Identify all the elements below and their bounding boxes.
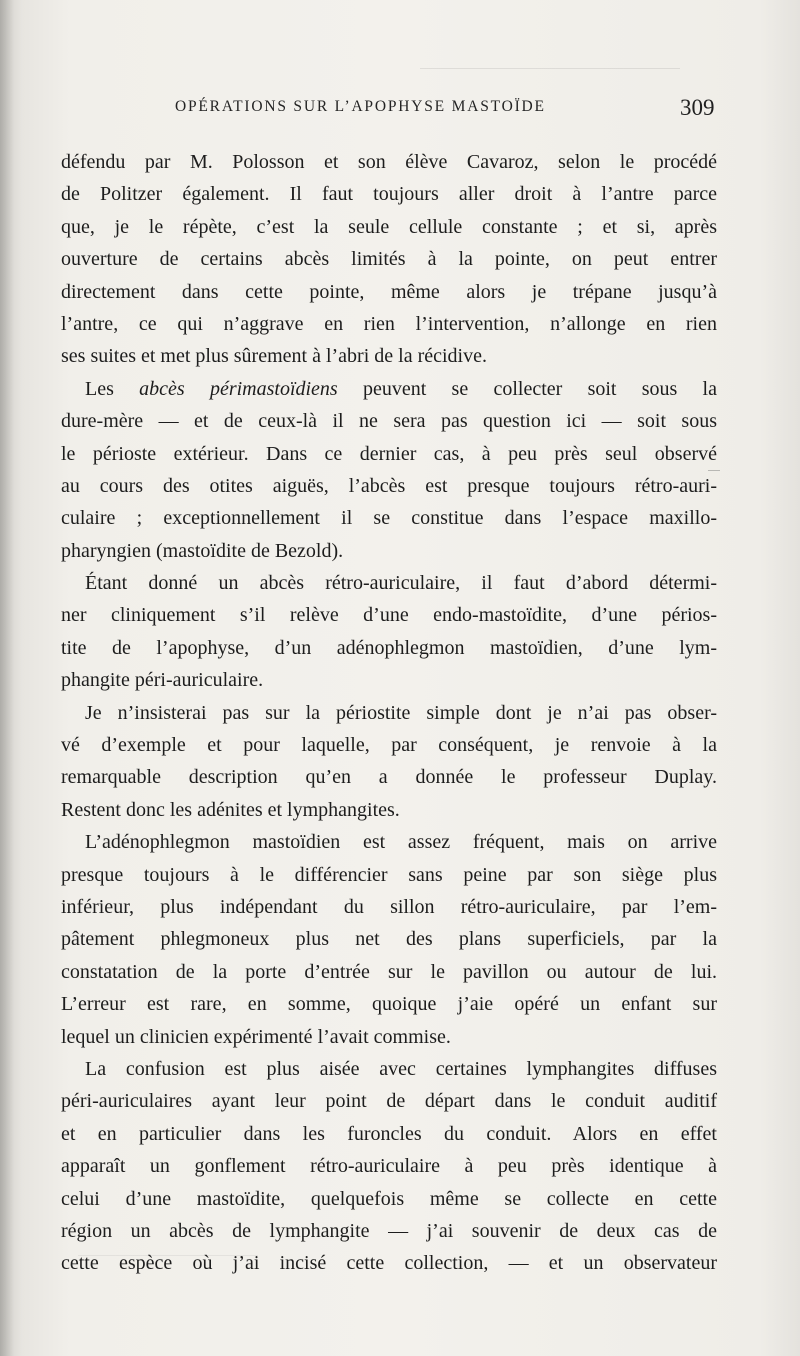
page-edge-shadow [0, 0, 14, 1356]
text-fragment: peuvent se collecter soit sous la [337, 377, 717, 400]
text-line: constatation de la porte d’entrée sur le pavillon ou autour de lui. [61, 960, 717, 983]
paragraph-first-line: L’adénophlegmon mastoïdien est assez fréquent, mais on arrive [85, 831, 717, 854]
text-line: dure-mère — et de ceux-là il ne sera pas question ici — soit sous [61, 410, 717, 433]
text-line: celui d’une mastoïdite, quelquefois même se collecte en cette [61, 1187, 717, 1210]
text-line: inférieur, plus indépendant du sillon rétro-auriculaire, par l’em- [61, 895, 717, 918]
italic-term: abcès périmastoïdiens [139, 377, 338, 400]
text-line: phangite péri-auriculaire. [61, 669, 264, 692]
text-line: ner cliniquement s’il relève d’une endo-mastoïdite, d’une périos- [61, 604, 717, 627]
text-line: presque toujours à le différencier sans peine par son siège plus [61, 863, 717, 886]
text-line: culaire ; exceptionnellement il se constitue dans l’espace maxillo- [61, 507, 717, 530]
text-line: directement dans cette pointe, même alors je trépane jusqu’à [61, 280, 717, 303]
text-line: lequel un clinicien expérimenté l’avait commise. [61, 1025, 451, 1048]
running-title: OPÉRATIONS SUR L’APOPHYSE MASTOÏDE [175, 98, 546, 115]
text-fragment: Les [85, 377, 140, 400]
paragraph-first-line: Étant donné un abcès rétro-auriculaire, il faut d’abord détermi- [85, 572, 717, 595]
text-line: le périoste extérieur. Dans ce dernier cas, à peu près seul observé [61, 442, 717, 465]
text-line: apparaît un gonflement rétro-auriculaire à peu près identique à [61, 1155, 717, 1178]
text-line: de Politzer également. Il faut toujours aller droit à l’antre parce [61, 183, 717, 206]
text-line: ses suites et met plus sûrement à l’abri de la récidive. [61, 345, 487, 368]
text-line: L’erreur est rare, en somme, quoique j’aie opéré un enfant sur [61, 993, 717, 1016]
paragraph-first-line: Je n’insisterai pas sur la périostite simple dont je n’ai pas obser- [85, 701, 717, 724]
text-line: région un abcès de lymphangite — j’ai souvenir de deux cas de [61, 1219, 717, 1242]
text-line: Restent donc les adénites et lymphangites. [61, 798, 400, 821]
text-line: ouverture de certains abcès limités à la pointe, on peut entrer [61, 248, 717, 271]
paragraph-first-line: La confusion est plus aisée avec certaines lymphangites diffuses [85, 1057, 717, 1080]
text-line: vé d’exemple et pour laquelle, par conséquent, je renvoie à la [61, 734, 717, 757]
text-line: pâtement phlegmoneux plus net des plans superficiels, par la [61, 928, 717, 951]
text-line: péri-auriculaires ayant leur point de départ dans le conduit auditif [61, 1090, 717, 1113]
text-line: au cours des otites aiguës, l’abcès est presque toujours rétro-auri- [61, 474, 717, 497]
paragraph-first-line [61, 373, 717, 405]
text-line: remarquable description qu’en a donnée le professeur Duplay. [61, 766, 717, 789]
text-line: tite de l’apophyse, d’un adénophlegmon mastoïdien, d’une lym- [61, 636, 717, 659]
text-line: défendu par M. Polosson et son élève Cavaroz, selon le procédé [61, 151, 717, 173]
text-line: pharyngien (mastoïdite de Bezold). [61, 539, 344, 562]
text-line: et en particulier dans les furoncles du conduit. Alors en effet [61, 1122, 717, 1145]
text-line: l’antre, ce qui n’aggrave en rien l’intervention, n’allonge en rien [61, 312, 717, 335]
text-line: que, je le répète, c’est la seule cellule constante ; et si, après [61, 215, 717, 238]
text-line: cette espèce où j’ai incisé cette collection, — et un observateur [61, 1252, 717, 1275]
body-text [61, 146, 717, 1280]
show-through-mark [420, 68, 680, 69]
page-number: 309 [680, 95, 715, 120]
